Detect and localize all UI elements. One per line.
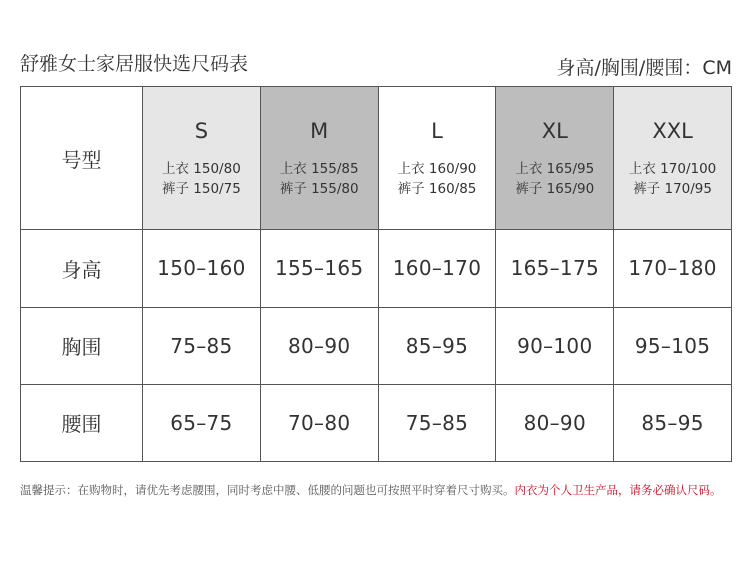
size-top-spec: 上衣 165/95 [515, 161, 595, 178]
table-cell: 85–95 [378, 307, 496, 384]
table-cell: 165–175 [496, 230, 614, 307]
size-column-m [260, 87, 378, 230]
table-cell: 80–90 [496, 384, 614, 461]
size-pants-spec: 裤子 170/95 [633, 181, 712, 198]
tip-text: 温馨提示：在购物时，请优先考虑腰围，同时考虑中腰、低腰的问题也可按照平时穿着尺寸购买。 [20, 483, 515, 497]
table-cell: 65–75 [143, 384, 261, 461]
table-cell: 75–85 [143, 307, 261, 384]
table-cell: 150–160 [143, 230, 261, 307]
table-cell: 90–100 [496, 307, 614, 384]
size-name: XL [541, 119, 568, 144]
row-label: 腰围 [21, 384, 143, 461]
table-cell: 160–170 [378, 230, 496, 307]
size-column-xxl [614, 87, 732, 230]
size-name: S [194, 119, 209, 144]
row-label: 身高 [21, 230, 143, 307]
table-row-height [21, 230, 732, 307]
table-row-bust [21, 307, 732, 384]
size-name: L [431, 119, 443, 144]
corner-label: 号型 [21, 87, 143, 230]
size-pants-spec: 裤子 165/90 [515, 181, 595, 198]
size-top-spec: 上衣 150/80 [162, 161, 241, 178]
table-cell: 75–85 [378, 384, 496, 461]
size-header-row [21, 87, 732, 230]
table-cell: 80–90 [260, 307, 378, 384]
size-top-spec: 上衣 160/90 [397, 161, 477, 178]
size-column-l [378, 87, 496, 230]
table-cell: 170–180 [614, 230, 732, 307]
table-cell: 85–95 [614, 384, 732, 461]
size-pants-spec: 裤子 155/80 [279, 181, 359, 198]
size-column-xl [496, 87, 614, 230]
hygiene-warning: 内衣为个人卫生产品，请务必确认尺码。 [514, 483, 722, 497]
unit-label: 身高/胸围/腰围：CM [556, 57, 732, 79]
size-top-spec: 上衣 170/100 [628, 161, 717, 178]
size-pants-spec: 裤子 160/85 [397, 181, 477, 198]
size-top-spec: 上衣 155/85 [279, 161, 359, 178]
size-chart-table [20, 86, 732, 462]
purchase-tip [20, 479, 740, 501]
table-cell: 95–105 [614, 307, 732, 384]
table-cell: 155–165 [260, 230, 378, 307]
size-column-s [143, 87, 261, 230]
page-title: 舒雅女士家居服快选尺码表 [20, 53, 249, 75]
size-name: XXL [652, 119, 693, 144]
table-cell: 70–80 [260, 384, 378, 461]
table-row-waist [21, 384, 732, 461]
size-name: M [310, 119, 329, 144]
size-pants-spec: 裤子 150/75 [162, 181, 241, 198]
row-label: 胸围 [21, 307, 143, 384]
